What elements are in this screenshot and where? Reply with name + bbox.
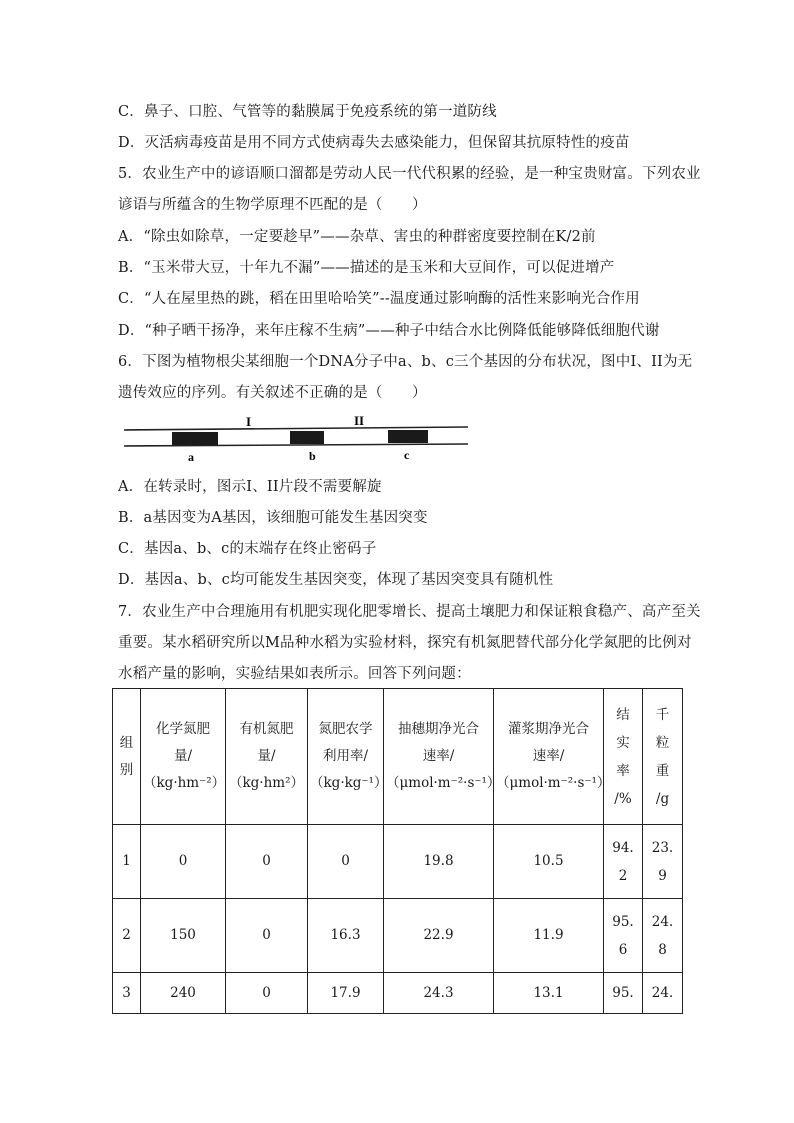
table-header-row	[113, 689, 683, 825]
gene-b-segment	[290, 431, 324, 444]
option-c-q6: C．基因a、b、c的末端存在终止密码子	[118, 541, 377, 557]
cell-nitrogen-efficiency: 17.9	[308, 973, 384, 1014]
header-chemical-nitrogen: 化学氮肥 量/ （kg·hm⁻²）	[141, 689, 226, 825]
cell-group: 1	[113, 825, 141, 899]
cell-chemical-nitrogen: 150	[141, 899, 226, 973]
cell-heading-photosynthesis: 22.9	[384, 899, 494, 973]
table-row	[113, 899, 683, 973]
option-c-q5: C．“人在屋里热的跳，稻在田里哈哈笑”--温度通过影响酶的活性来影响光合作用	[118, 291, 640, 307]
header-organic-nitrogen: 有机氮肥 量/ （kg·hm²）	[226, 689, 308, 825]
cell-seed-setting-rate: 94. 2	[604, 825, 643, 899]
cell-group: 2	[113, 899, 141, 973]
cell-organic-nitrogen: 0	[226, 825, 308, 899]
label-region-I: I	[246, 414, 252, 429]
option-b-q6: B．a基因变为A基因，该细胞可能发生基因突变	[118, 510, 428, 526]
cell-nitrogen-efficiency: 16.3	[308, 899, 384, 973]
cell-heading-photosynthesis: 24.3	[384, 973, 494, 1014]
table-row	[113, 973, 683, 1014]
dna-top-strand	[124, 427, 468, 430]
label-gene-b: b	[309, 449, 316, 463]
option-d-q5: D．“种子晒干扬净，来年庄稼不生病”——种子中结合水比例降低能够降低细胞代谢	[118, 323, 660, 339]
option-a-q5: A．“除虫如除草，一定要趁早”——杂草、害虫的种群密度要控制在K/2前	[118, 229, 596, 245]
cell-chemical-nitrogen: 0	[141, 825, 226, 899]
cell-thousand-grain-weight: 24.	[643, 973, 683, 1014]
header-filling-photosynthesis: 灌浆期净光合 速率/ （μmol·m⁻²·s⁻¹）	[494, 689, 604, 825]
cell-thousand-grain-weight: 24. 8	[643, 899, 683, 973]
cell-filling-photosynthesis: 13.1	[494, 973, 604, 1014]
question-6-stem-line2: 遗传效应的序列。有关叙述不正确的是（ ）	[118, 385, 427, 401]
table-row	[113, 825, 683, 899]
label-gene-a: a	[188, 450, 194, 464]
cell-seed-setting-rate: 95.	[604, 973, 643, 1014]
cell-thousand-grain-weight: 23. 9	[643, 825, 683, 899]
cell-seed-setting-rate: 95. 6	[604, 899, 643, 973]
question-7-stem-line2: 重要。某水稻研究所以M品种水稻为实验材料，探究有机氮肥替代部分化学氮肥的比例对	[118, 635, 692, 651]
cell-nitrogen-efficiency: 0	[308, 825, 384, 899]
header-seed-setting-rate: 结 实 率 /%	[604, 689, 643, 825]
question-7-stem-line1: 7．农业生产中合理施用有机肥实现化肥零增长、提高土壤肥力和保证粮食稳产、高产至关	[118, 604, 701, 620]
gene-a-segment	[172, 432, 218, 445]
dna-gene-diagram	[124, 414, 470, 466]
question-5-stem-line2: 谚语与所蕴含的生物学原理不匹配的是（ ）	[118, 197, 427, 213]
option-c-q4: C．鼻子、口腔、气管等的黏膜属于免疫系统的第一道防线	[118, 104, 497, 120]
cell-filling-photosynthesis: 11.9	[494, 899, 604, 973]
option-b-q5: B．“玉米带大豆，十年九不漏”——描述的是玉米和大豆间作，可以促进增产	[118, 260, 615, 276]
question-5-stem-line1: 5．农业生产中的谚语顺口溜都是劳动人民一代代积累的经验，是一种宝贵财富。下列农业	[118, 166, 701, 182]
question-7-stem-line3: 水稻产量的影响，实验结果如表所示。回答下列问题：	[118, 666, 471, 682]
cell-chemical-nitrogen: 240	[141, 973, 226, 1014]
cell-filling-photosynthesis: 10.5	[494, 825, 604, 899]
option-d-q4: D．灭活病毒疫苗是用不同方式使病毒失去感染能力，但保留其抗原特性的疫苗	[118, 135, 630, 151]
header-thousand-grain-weight: 千 粒 重 /g	[643, 689, 683, 825]
header-nitrogen-use-efficiency: 氮肥农学 利用率/ （kg·kg⁻¹）	[308, 689, 384, 825]
header-group: 组 别	[113, 689, 141, 825]
header-heading-photosynthesis: 抽穗期净光合 速率/ （μmol·m⁻²·s⁻¹）	[384, 689, 494, 825]
label-gene-c: c	[404, 448, 410, 462]
cell-organic-nitrogen: 0	[226, 973, 308, 1014]
cell-organic-nitrogen: 0	[226, 899, 308, 973]
cell-group: 3	[113, 973, 141, 1014]
option-d-q6: D．基因a、b、c均可能发生基因突变，体现了基因突变具有随机性	[118, 572, 554, 588]
experiment-results-table	[112, 688, 683, 1014]
cell-heading-photosynthesis: 19.8	[384, 825, 494, 899]
gene-c-segment	[388, 430, 428, 443]
question-6-stem-line1: 6．下图为植物根尖某细胞一个DNA分子中a、b、c三个基因的分布状况，图中I、II为无	[118, 354, 693, 370]
label-region-II: II	[354, 414, 365, 428]
option-a-q6: A．在转录时，图示I、II片段不需要解旋	[118, 479, 382, 495]
